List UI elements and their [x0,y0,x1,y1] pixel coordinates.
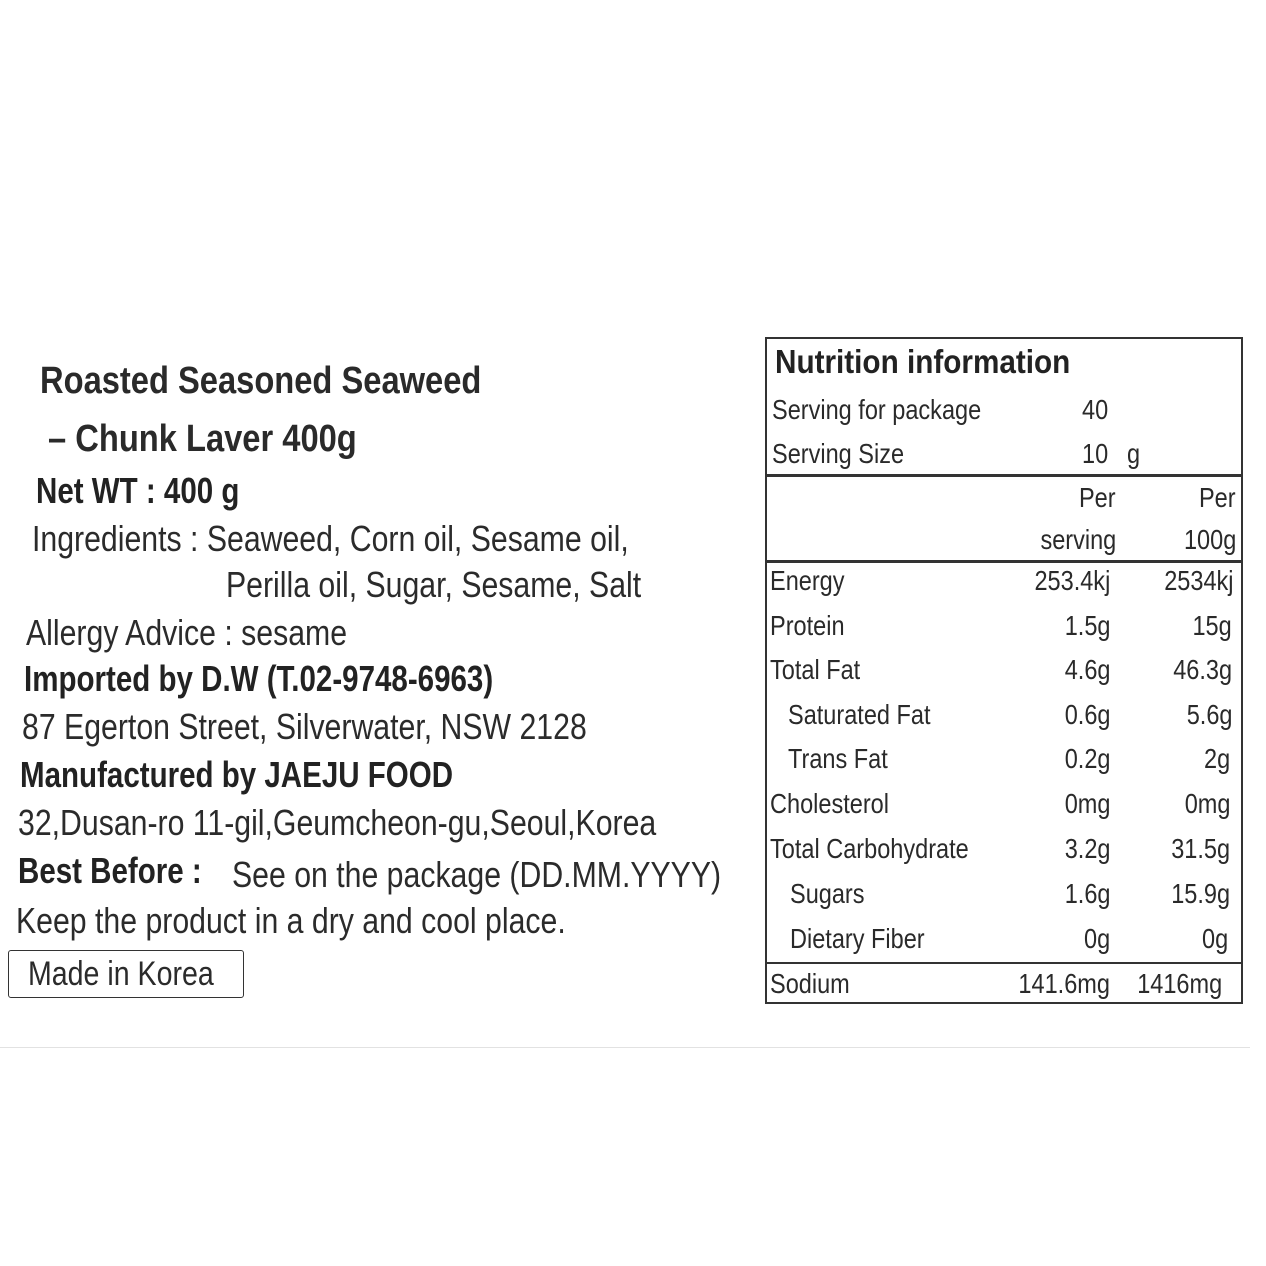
nutrient-name: Trans Fat [788,743,888,774]
col-per-serving-header-2: serving [1040,524,1116,555]
col-per-serving-header-1: Per [1079,482,1116,513]
serving-size-label: Serving Size [772,438,905,469]
ingredients-line2: Perilla oil, Sugar, Sesame, Salt [226,564,642,605]
nutrient-per-100g: 15.9g [1171,878,1230,909]
nutrient-per-100g: 2534kj [1164,565,1234,596]
nutrient-per-serving: 0g [1083,923,1110,954]
nutrient-per-serving: 0.6g [1064,699,1110,730]
nutrient-per-serving: 1.6g [1064,878,1110,909]
nutrient-name: Dietary Fiber [790,923,925,954]
serving-size-unit: g [1127,438,1141,469]
nutrient-per-serving: 3.2g [1064,833,1110,864]
nutrient-per-100g: 2g [1203,743,1230,774]
nutrient-per-serving: 0.2g [1064,743,1110,774]
ingredients-line1: Ingredients : Seaweed, Corn oil, Sesame oil, [32,518,629,559]
nutrient-name: Sugars [790,878,865,909]
manufacturer: Manufactured by JAEJU FOOD [20,754,454,795]
nutrient-name: Sodium [770,968,850,999]
nutrient-per-100g: 1416mg [1137,968,1222,999]
nutrient-per-serving: 1.5g [1064,610,1110,641]
nutrient-per-100g: 0mg [1184,788,1230,819]
col-per-100g-header-1: Per [1199,482,1236,513]
allergy-advice: Allergy Advice : sesame [26,612,348,653]
nutrient-per-serving: 253.4kj [1034,565,1110,596]
net-weight: Net WT : 400 g [36,470,240,511]
col-per-100g-header-2: 100g [1183,524,1236,555]
storage-instruction: Keep the product in a dry and cool place. [16,900,566,941]
nutrient-per-serving: 141.6mg [1018,968,1110,999]
nutrient-name: Energy [770,565,845,596]
nutrient-per-serving: 4.6g [1064,654,1110,685]
nutrient-name: Protein [770,610,845,641]
nutrient-per-serving: 0mg [1064,788,1110,819]
best-before-label: Best Before : [18,850,202,891]
origin-text: Made in Korea [28,955,214,993]
serving-size-value: 10 [1082,438,1109,469]
servings-per-package-value: 40 [1082,394,1109,425]
nutrition-divider-top [767,474,1241,477]
nutrition-title: Nutrition information [775,343,1071,380]
nutrient-per-100g: 5.6g [1186,699,1232,730]
nutrient-per-100g: 15g [1192,610,1232,641]
servings-per-package-label: Serving for package [772,394,982,425]
nutrient-name: Total Carbohydrate [770,833,969,864]
nutrient-name: Saturated Fat [788,699,931,730]
nutrient-name: Total Fat [770,654,861,685]
nutrient-per-100g: 0g [1201,923,1228,954]
nutrition-divider-bottom [767,962,1241,964]
product-title-line2: – Chunk Laver 400g [48,418,357,460]
manufacturer-address: 32,Dusan-ro 11-gil,Geumcheon-gu,Seoul,Korea [18,802,657,843]
nutrient-name: Cholesterol [770,788,889,819]
best-before-value: See on the package (DD.MM.YYYY) [232,854,722,895]
nutrient-per-100g: 46.3g [1173,654,1232,685]
importer: Imported by D.W (T.02-9748-6963) [24,658,494,699]
product-title-line1: Roasted Seasoned Seaweed [40,360,482,402]
importer-address: 87 Egerton Street, Silverwater, NSW 2128 [22,706,587,747]
nutrient-per-100g: 31.5g [1171,833,1230,864]
